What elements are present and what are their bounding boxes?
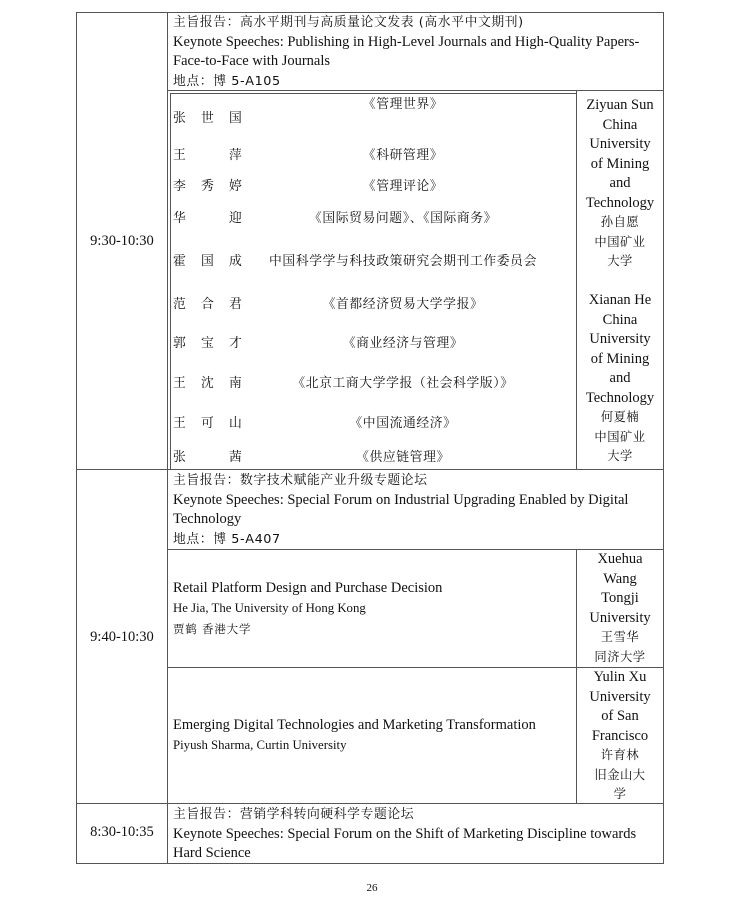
host-column: Xuehua Wang Tongji University 王雪华 同济大学 bbox=[589, 551, 651, 664]
session2-title-en-2: Technology bbox=[173, 511, 242, 527]
session2-location: 地点：博 5-A407 bbox=[173, 532, 281, 547]
editor-name: 李 秀 婷 bbox=[173, 179, 242, 194]
talk-speaker-cn: 贾鹤 香港大学 bbox=[173, 622, 252, 636]
editor-name: 范 合 君 bbox=[173, 297, 242, 312]
journal-name: 《管理世界》 bbox=[362, 97, 444, 112]
editor-name: 霍 国 成 bbox=[173, 254, 242, 269]
host-column: Ziyuan Sun China University of Mining and Technology 孙自愿 中国矿业 大学 bbox=[585, 97, 655, 268]
session1-location: 地点：博 5-A105 bbox=[173, 74, 281, 89]
session3-title-cn: 主旨报告：营销学科转向硬科学专题论坛 bbox=[173, 807, 415, 822]
talk-title: Emerging Digital Technologies and Marketing Transformation bbox=[173, 717, 536, 733]
session1-title-en-2: Face-to-Face with Journals bbox=[173, 53, 331, 69]
journal-name: 《管理评论》 bbox=[362, 179, 444, 194]
host-column: Yulin Xu University of San Francisco 许育林 旧金山大 学 bbox=[589, 669, 651, 801]
session2-title-cn: 主旨报告：数字技术赋能产业升级专题论坛 bbox=[173, 473, 428, 488]
session3-time: 8:30-10:35 bbox=[90, 824, 154, 840]
session1-title-en-1: Keynote Speeches: Publishing in High-Level Journals and High-Quality Papers- bbox=[173, 34, 640, 50]
session1-time: 9:30-10:30 bbox=[90, 233, 154, 249]
talk-title: Retail Platform Design and Purchase Decision bbox=[173, 580, 443, 596]
journal-name: 《首都经济贸易大学学报》 bbox=[322, 297, 484, 312]
session2-title-en-1: Keynote Speeches: Special Forum on Industrial Upgrading Enabled by Digital bbox=[173, 492, 629, 508]
journal-name: 《商业经济与管理》 bbox=[342, 336, 464, 351]
editor-name: 张 茜 bbox=[173, 450, 242, 465]
editor-name: 张 世 国 bbox=[173, 111, 242, 126]
editor-name: 王 沈 南 bbox=[173, 376, 242, 391]
editor-name: 王 萍 bbox=[173, 148, 242, 163]
page-number: 26 bbox=[366, 882, 378, 894]
host-column: Xianan He China University of Mining and Technology 何夏楠 中国矿业 大学 bbox=[585, 292, 655, 463]
journal-name: 《科研管理》 bbox=[362, 148, 444, 163]
session3-title-en-2: Hard Science bbox=[173, 845, 251, 861]
editor-name: 郭 宝 才 bbox=[173, 336, 242, 351]
editor-name: 王 可 山 bbox=[173, 416, 242, 431]
journal-name: 中国科学学与科技政策研究会期刊工作委员会 bbox=[269, 254, 537, 269]
editor-name: 华 迎 bbox=[173, 211, 242, 226]
session2-time: 9:40-10:30 bbox=[90, 629, 154, 645]
journal-name: 《北京工商大学学报（社会科学版）》 bbox=[292, 376, 514, 391]
journal-name: 《供应链管理》 bbox=[356, 450, 450, 465]
talk-speaker: Piyush Sharma, Curtin University bbox=[173, 738, 347, 752]
talk-speaker: He Jia, The University of Hong Kong bbox=[173, 601, 366, 615]
session1-title-cn: 主旨报告：高水平期刊与高质量论文发表 (高水平中文期刊) bbox=[173, 15, 524, 30]
journal-name: 《国际贸易问题》、《国际商务》 bbox=[308, 211, 498, 226]
journal-name: 《中国流通经济》 bbox=[349, 416, 457, 431]
session3-title-en-1: Keynote Speeches: Special Forum on the Shift of Marketing Discipline towards bbox=[173, 826, 637, 842]
